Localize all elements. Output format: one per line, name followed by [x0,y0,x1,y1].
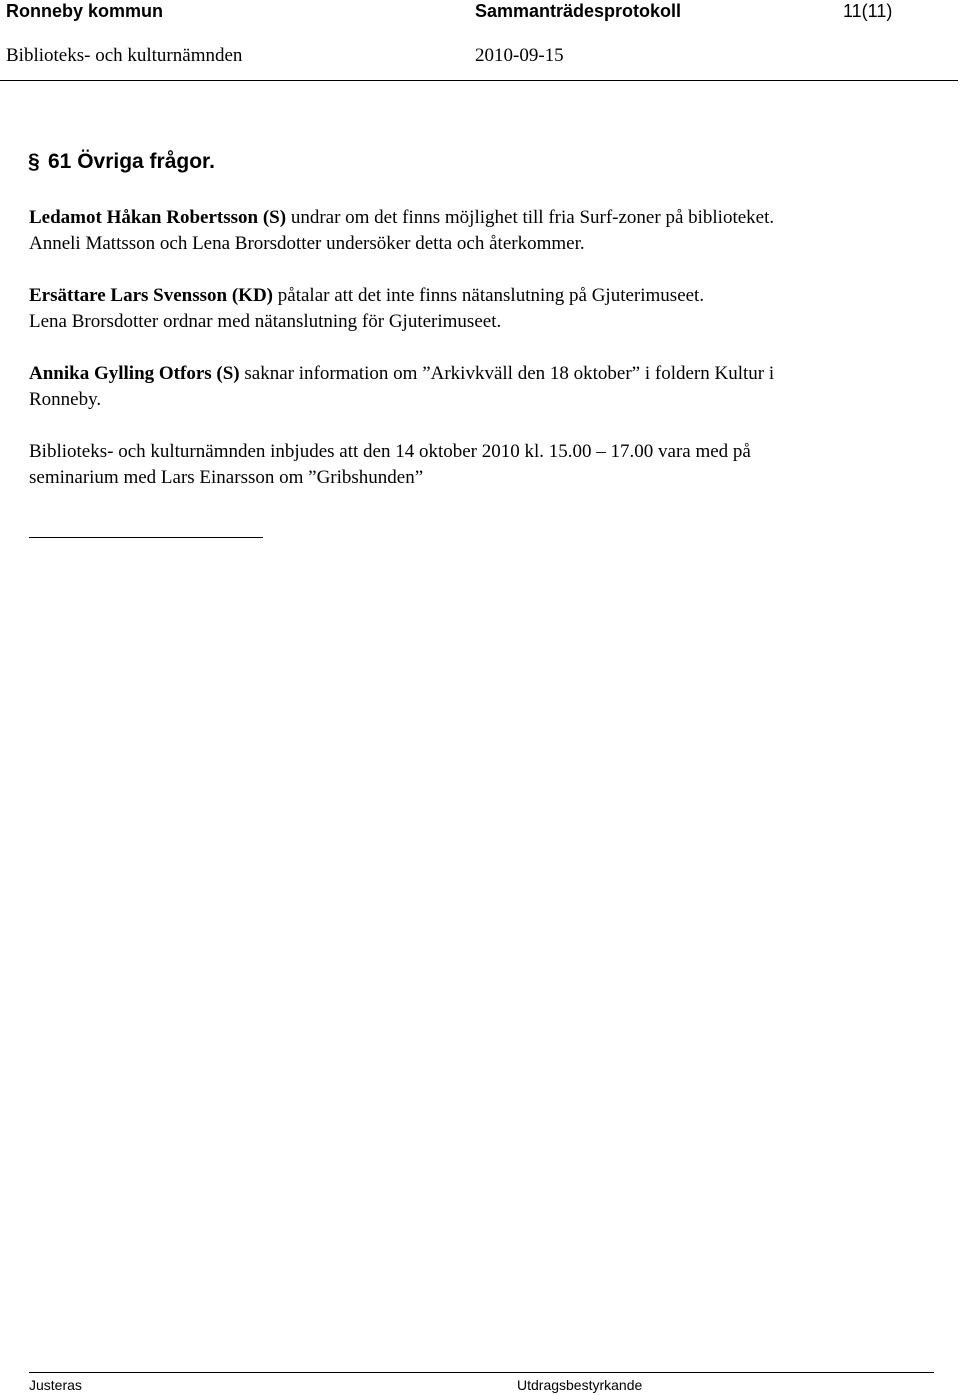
paragraph-2-line-2 [29,309,501,335]
organization-name: Ronneby kommun [6,1,164,21]
closing-rule [29,537,263,538]
footer-justeras-label: Justeras [29,1377,82,1393]
paragraph-text: undrar om det finns möjlighet till fria Surf-zoner på biblioteket. [286,207,775,228]
paragraph-text: Ronneby. [29,389,102,410]
paragraph-text: saknar information om ”Arkivkväll den 18 oktober” i foldern Kultur i [239,363,775,384]
paragraph-1-line-1 [29,205,774,231]
speaker-name: Annika Gylling Otfors (S) [29,363,240,384]
speaker-name: Ledamot Håkan Robertsson (S) [29,207,287,228]
paragraph-text: Anneli Mattsson och Lena Brorsdotter undersöker detta och återkommer. [29,233,585,254]
meeting-date: 2010-09-15 [475,45,564,66]
section-title: 61 Övriga frågor. [48,150,215,173]
header-divider [0,80,958,81]
paragraph-2-line-1 [29,283,704,309]
section-mark: § [28,150,40,173]
paragraph-text: påtalar att det inte finns nätanslutning på Gjuterimuseet. [273,285,705,306]
paragraph-1-line-2 [29,231,585,257]
paragraph-4-line-2 [29,465,423,491]
document-type: Sammanträdesprotokoll [475,1,682,21]
page-number: 11(11) [843,1,893,21]
paragraph-text: Biblioteks- och kulturnämnden inbjudes att den 14 oktober 2010 kl. 15.00 – 17.00 vara med på [29,441,751,462]
paragraph-text: Lena Brorsdotter ordnar med nätanslutning för Gjuterimuseet. [29,311,502,332]
footer-divider [29,1372,934,1373]
paragraph-3-line-1 [29,361,774,387]
speaker-name: Ersättare Lars Svensson (KD) [29,285,274,306]
paragraph-text: seminarium med Lars Einarsson om ”Gribshunden” [29,467,424,488]
paragraph-3-line-2 [29,387,101,413]
paragraph-4-line-1 [29,439,751,465]
committee-name: Biblioteks- och kulturnämnden [6,45,243,66]
footer-utdragsbestyrkande-label: Utdragsbestyrkande [517,1377,643,1393]
